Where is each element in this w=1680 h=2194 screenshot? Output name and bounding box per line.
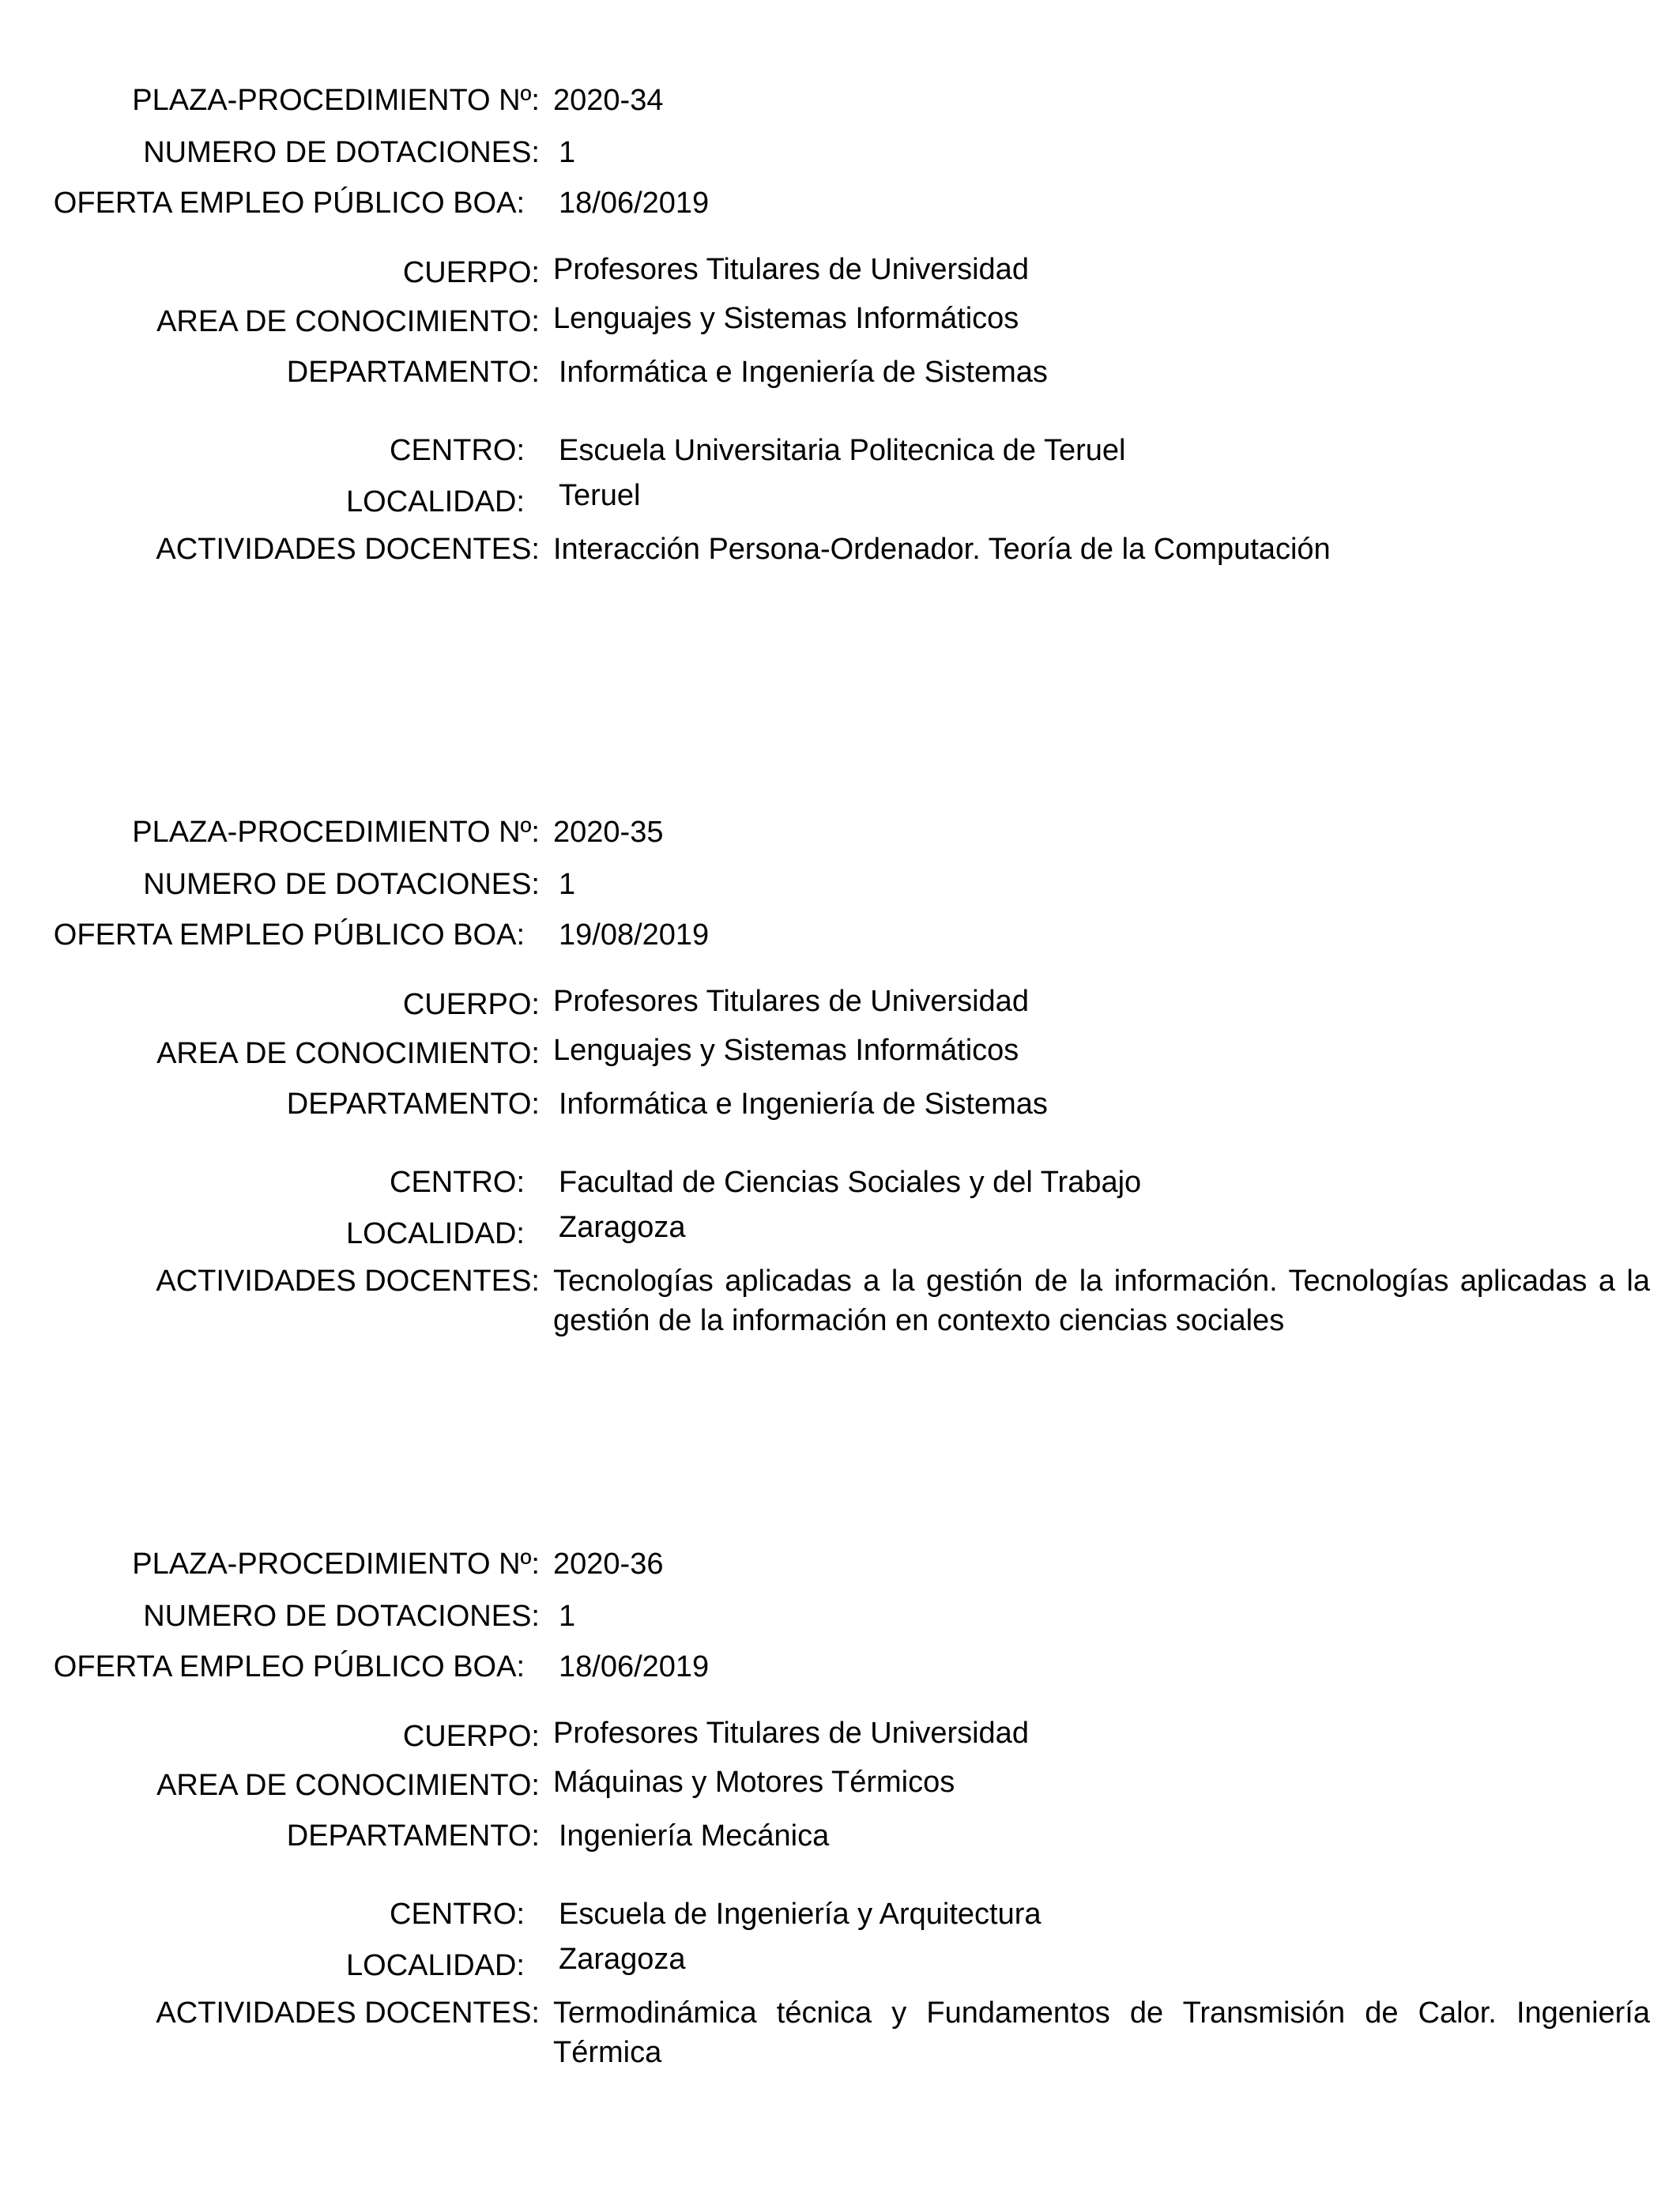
departamento-label: DEPARTAMENTO: bbox=[286, 356, 540, 389]
cuerpo-value: Profesores Titulares de Universidad bbox=[553, 1717, 1029, 1750]
centro-value: Facultad de Ciencias Sociales y del Trabajo bbox=[559, 1166, 1142, 1199]
cuerpo-label: CUERPO: bbox=[402, 988, 540, 1021]
centro-row bbox=[0, 1894, 1680, 1934]
plaza-block-1 bbox=[0, 0, 1680, 585]
dotaciones-label: NUMERO DE DOTACIONES: bbox=[143, 136, 540, 169]
dotaciones-label: NUMERO DE DOTACIONES: bbox=[143, 1600, 540, 1633]
centro-label: CENTRO: bbox=[390, 1166, 525, 1199]
area-value: Lenguajes y Sistemas Informáticos bbox=[553, 1034, 1019, 1067]
oferta-value: 19/08/2019 bbox=[559, 918, 710, 952]
area-row bbox=[0, 1766, 1680, 1805]
area-value: Máquinas y Motores Térmicos bbox=[553, 1766, 955, 1799]
centro-row bbox=[0, 1163, 1680, 1202]
localidad-label: LOCALIDAD: bbox=[346, 1949, 525, 1982]
departamento-row bbox=[0, 1816, 1680, 1856]
actividades-row bbox=[0, 1993, 1680, 2080]
oferta-row bbox=[0, 183, 1680, 223]
oferta-value: 18/06/2019 bbox=[559, 187, 710, 220]
plaza-value: 2020-35 bbox=[553, 816, 664, 849]
actividades-label: ACTIVIDADES DOCENTES: bbox=[156, 533, 540, 566]
oferta-label: OFERTA EMPLEO PÚBLICO BOA: bbox=[53, 918, 525, 952]
dotaciones-row bbox=[0, 1596, 1680, 1636]
cuerpo-label: CUERPO: bbox=[402, 1720, 540, 1753]
plaza-label: PLAZA-PROCEDIMIENTO Nº: bbox=[132, 1547, 540, 1581]
actividades-row bbox=[0, 1261, 1680, 1348]
actividades-value: Interacción Persona-Ordenador. Teoría de la Computación bbox=[553, 533, 1331, 566]
area-label: AREA DE CONOCIMIENTO: bbox=[156, 1037, 540, 1070]
oferta-label: OFERTA EMPLEO PÚBLICO BOA: bbox=[53, 1650, 525, 1683]
dotaciones-row bbox=[0, 133, 1680, 172]
centro-row bbox=[0, 431, 1680, 470]
area-label: AREA DE CONOCIMIENTO: bbox=[156, 1769, 540, 1802]
area-label: AREA DE CONOCIMIENTO: bbox=[156, 305, 540, 338]
plaza-row bbox=[0, 81, 1680, 120]
actividades-label: ACTIVIDADES DOCENTES: bbox=[156, 1265, 540, 1298]
departamento-row bbox=[0, 1084, 1680, 1124]
actividades-row bbox=[0, 530, 1680, 569]
plaza-value: 2020-36 bbox=[553, 1547, 664, 1581]
plaza-label: PLAZA-PROCEDIMIENTO Nº: bbox=[132, 816, 540, 849]
oferta-row bbox=[0, 915, 1680, 955]
cuerpo-value: Profesores Titulares de Universidad bbox=[553, 985, 1029, 1018]
dotaciones-value: 1 bbox=[559, 136, 576, 169]
localidad-row bbox=[0, 479, 1680, 522]
oferta-value: 18/06/2019 bbox=[559, 1650, 710, 1683]
dotaciones-label: NUMERO DE DOTACIONES: bbox=[143, 868, 540, 901]
cuerpo-row bbox=[0, 1717, 1680, 1756]
localidad-label: LOCALIDAD: bbox=[346, 1217, 525, 1250]
plaza-block-2 bbox=[0, 732, 1680, 1337]
departamento-label: DEPARTAMENTO: bbox=[286, 1819, 540, 1853]
cuerpo-row bbox=[0, 253, 1680, 292]
plaza-row bbox=[0, 812, 1680, 852]
localidad-row bbox=[0, 1943, 1680, 1985]
plaza-label: PLAZA-PROCEDIMIENTO Nº: bbox=[132, 84, 540, 117]
dotaciones-value: 1 bbox=[559, 868, 576, 901]
cuerpo-row bbox=[0, 985, 1680, 1024]
cuerpo-label: CUERPO: bbox=[402, 256, 540, 289]
centro-value: Escuela Universitaria Politecnica de Teruel bbox=[559, 434, 1126, 467]
departamento-row bbox=[0, 352, 1680, 392]
centro-label: CENTRO: bbox=[390, 434, 525, 467]
localidad-row bbox=[0, 1211, 1680, 1253]
actividades-value: Tecnologías aplicadas a la gestión de la información. Tecnologías aplicadas a la gestión de la información en contexto ciencias sociales bbox=[553, 1265, 1650, 1337]
oferta-row bbox=[0, 1647, 1680, 1687]
centro-label: CENTRO: bbox=[390, 1898, 525, 1931]
departamento-label: DEPARTAMENTO: bbox=[286, 1088, 540, 1121]
dotaciones-row bbox=[0, 865, 1680, 904]
localidad-value: Zaragoza bbox=[559, 1211, 686, 1244]
cuerpo-value: Profesores Titulares de Universidad bbox=[553, 253, 1029, 286]
centro-value: Escuela de Ingeniería y Arquitectura bbox=[559, 1898, 1042, 1931]
oferta-label: OFERTA EMPLEO PÚBLICO BOA: bbox=[53, 187, 525, 220]
actividades-label: ACTIVIDADES DOCENTES: bbox=[156, 1996, 540, 2030]
localidad-label: LOCALIDAD: bbox=[346, 485, 525, 518]
departamento-value: Informática e Ingeniería de Sistemas bbox=[559, 1088, 1048, 1121]
localidad-value: Zaragoza bbox=[559, 1943, 686, 1976]
area-row bbox=[0, 1034, 1680, 1073]
plaza-block-3 bbox=[0, 1464, 1680, 2069]
dotaciones-value: 1 bbox=[559, 1600, 576, 1633]
departamento-value: Ingeniería Mecánica bbox=[559, 1819, 830, 1853]
area-row bbox=[0, 302, 1680, 341]
departamento-value: Informática e Ingeniería de Sistemas bbox=[559, 356, 1048, 389]
plaza-row bbox=[0, 1544, 1680, 1584]
area-value: Lenguajes y Sistemas Informáticos bbox=[553, 302, 1019, 335]
actividades-value: Termodinámica técnica y Fundamentos de Transmisión de Calor. Ingeniería Térmica bbox=[553, 1996, 1650, 2069]
localidad-value: Teruel bbox=[559, 479, 641, 512]
plaza-value: 2020-34 bbox=[553, 84, 664, 117]
